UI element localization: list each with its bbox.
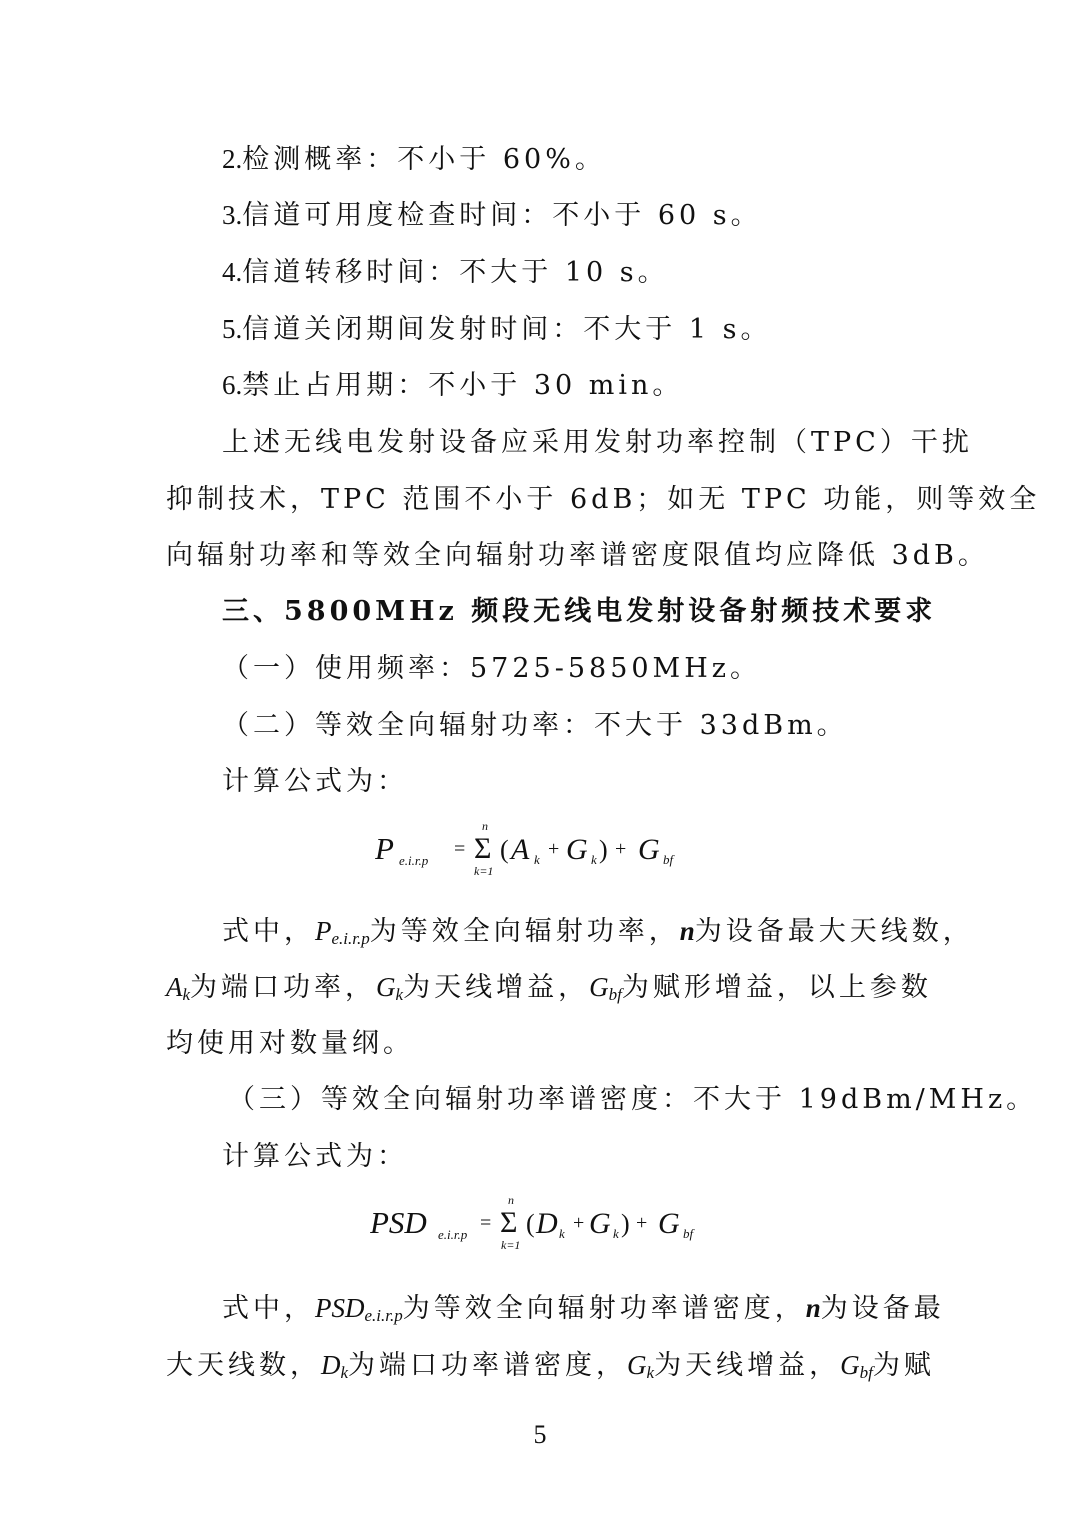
- usage-frequency: （一）使用频率：5725-5850MHz。: [222, 653, 761, 684]
- formula1-plus1: +: [548, 838, 560, 860]
- formula2-sum-bottom: k=1: [501, 1238, 521, 1252]
- psd-formula: [0, 1192, 1080, 1262]
- sigma-icon: Σ: [500, 1206, 518, 1239]
- formula1-eq: =: [454, 838, 466, 860]
- formula2-open: (: [526, 1209, 535, 1238]
- list-item-2: 2.检测概率：不小于 60%。: [222, 144, 606, 175]
- eirp-formula-svg: [375, 818, 705, 888]
- formula2-explain-line-1: 式中，$PSD_{e.i.r.p}$为等效全向辐射功率谱密度，n为设备最: [222, 1293, 945, 1325]
- formula2-gbf: G: [658, 1207, 680, 1240]
- formula1-g-sub: k: [591, 852, 597, 867]
- psd-formula-svg: [370, 1192, 710, 1262]
- page-number: 5: [533, 1420, 547, 1449]
- formula1-explain-line-1: 式中，$P_{e.i.r.p}$为等效全向辐射功率，n为设备最大天线数，: [222, 916, 974, 948]
- formula2-explain-line-2: 大天线数，$D_k$为端口功率谱密度，$G_k$为天线增益，$G_{bf}$为赋: [166, 1350, 935, 1382]
- formula-intro-1: 计算公式为：: [222, 766, 408, 797]
- formula1-g: G: [566, 833, 588, 866]
- formula2-lhs-sub: e.i.r.p: [438, 1227, 468, 1242]
- formula1-explain-line-3: 均使用对数量纲。: [166, 1028, 414, 1059]
- tpc-paragraph-line-2: 抑制技术，TPC 范围不小于 6dB；如无 TPC 功能，则等效全: [166, 484, 1041, 515]
- formula1-a-sub: k: [534, 852, 540, 867]
- list-item-5: 5.信道关闭期间发射时间：不大于 1 s。: [222, 314, 772, 345]
- formula1-a: A: [511, 833, 530, 866]
- section-heading: 三、5800MHz 频段无线电发射设备射频技术要求: [222, 596, 937, 627]
- formula2-lhs: PSD: [370, 1205, 427, 1240]
- formula1-sum-top: n: [482, 819, 488, 833]
- formula1-lhs: P: [375, 831, 394, 866]
- tpc-paragraph-line-1: 上述无线电发射设备应采用发射功率控制（TPC）干扰: [222, 427, 973, 458]
- psd-limit: （三）等效全向辐射功率谱密度：不大于 19dBm/MHz。: [228, 1084, 1038, 1115]
- formula1-explain-line-2: $A_k$为端口功率，$G_k$为天线增益，$G_{bf}$为赋形增益，以上参数: [166, 972, 932, 1004]
- eirp-formula: [0, 818, 1080, 888]
- formula2-close: ): [621, 1209, 630, 1238]
- formula1-gbf-sub: bf: [663, 852, 674, 867]
- formula1-gbf: G: [638, 833, 660, 866]
- list-item-6: 6.禁止占用期：不小于 30 min。: [222, 370, 684, 401]
- formula2-plus1: +: [573, 1212, 585, 1234]
- tpc-paragraph-line-3: 向辐射功率和等效全向辐射功率谱密度限值均应降低 3dB。: [166, 540, 989, 571]
- formula2-g: G: [589, 1207, 611, 1240]
- sigma-icon: Σ: [474, 832, 492, 865]
- formula2-plus2: +: [636, 1212, 648, 1234]
- formula2-d-sub: k: [559, 1226, 565, 1241]
- list-item-4: 4.信道转移时间：不大于 10 s。: [222, 257, 669, 288]
- formula-intro-2: 计算公式为：: [222, 1141, 408, 1172]
- formula1-plus2: +: [615, 838, 627, 860]
- formula2-g-sub: k: [613, 1226, 619, 1241]
- formula2-sum-top: n: [508, 1193, 514, 1207]
- eirp-limit: （二）等效全向辐射功率：不大于 33dBm。: [222, 710, 848, 741]
- list-item-3: 3.信道可用度检查时间：不小于 60 s。: [222, 200, 762, 231]
- formula1-open: (: [500, 835, 509, 864]
- formula1-sum-bottom: k=1: [474, 864, 494, 878]
- formula1-close: ): [599, 835, 608, 864]
- formula2-d: D: [536, 1207, 558, 1240]
- formula1-lhs-sub: e.i.r.p: [399, 853, 429, 868]
- formula2-gbf-sub: bf: [683, 1226, 694, 1241]
- formula2-eq: =: [480, 1212, 492, 1234]
